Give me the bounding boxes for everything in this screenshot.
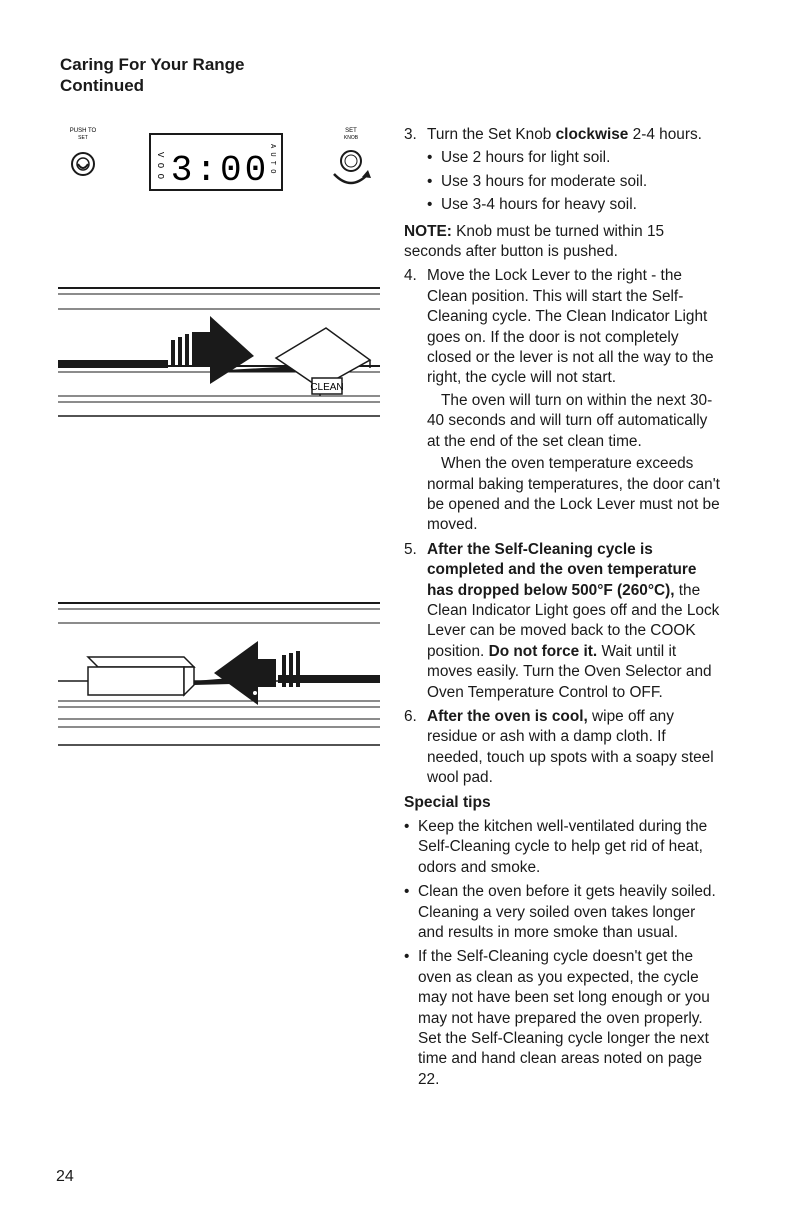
header-title: Caring For Your Range — [60, 55, 245, 74]
arrow-left-icon — [214, 641, 300, 705]
clock-left-indicators: V O O — [155, 152, 165, 180]
step-6 — [404, 707, 724, 789]
lever-track — [58, 360, 168, 368]
list-item: • Use 3 hours for moderate soil. — [427, 172, 648, 190]
push-to-set-label-2: SET — [78, 135, 88, 141]
step-4 — [404, 266, 724, 535]
list-item: • Use 2 hours for light soil. — [427, 149, 611, 167]
note-label: NOTE: — [404, 222, 452, 240]
page-number: 24 — [56, 1168, 74, 1185]
tip-item: • If the Self-Cleaning cycle doesn't get the oven as clean as you expected, the cycle may not have been set long enough or you may not have prepared the oven properly. Set the Self-Cleaning cycle longer the next time and hand clean areas noted on page 22. — [404, 948, 710, 1088]
step-bold: After the oven is cool, — [427, 707, 588, 725]
instructions-column — [404, 125, 724, 1094]
step-paragraph: When the oven temperature exceeds normal baking temperatures, the door can't be opened and the Lock Lever must not be moved. — [427, 455, 720, 534]
lock-lever-left-illustration — [58, 595, 380, 755]
step-bold: After the Self-Cleaning cycle is completed and the oven temperature has dropped below 500°F (260°C), — [427, 540, 697, 599]
step-3 — [404, 125, 724, 218]
note — [404, 222, 724, 263]
arrow-right-icon — [171, 316, 254, 384]
clock-display-value: 3:00 — [170, 150, 270, 191]
step-bold-2: Do not force it. — [488, 642, 598, 660]
step-5 — [404, 540, 724, 703]
push-button-icon — [72, 153, 94, 175]
tip-item: • Keep the kitchen well-ventilated during the Self-Cleaning cycle to help get rid of heat, odors and smoke. — [404, 818, 708, 876]
step-text: wipe off any residue or ash with a damp cloth. If needed, touch up spots with a soapy steel wool pad. — [427, 707, 714, 787]
list-item: • Use 3-4 hours for heavy soil. — [427, 196, 637, 214]
clean-badge-label: CLEAN — [310, 382, 344, 393]
step-number: 3. — [404, 126, 417, 143]
push-to-set-label: PUSH TO — [69, 128, 97, 134]
note-text: Knob must be turned within 15 seconds after button is pushed. — [404, 222, 665, 261]
page-header — [60, 54, 245, 96]
lever-track — [278, 675, 380, 683]
tip-item: • Clean the oven before it gets heavily soiled. Cleaning a very soiled oven takes longer and results in more smoke than usual. — [404, 883, 716, 942]
set-knob-label-2: KNOB — [343, 135, 359, 141]
step-number: 4. — [404, 267, 417, 285]
step-bold: clockwise — [555, 126, 629, 143]
control-panel-illustration — [58, 120, 378, 200]
soil-list — [427, 148, 724, 215]
clock-right-indicators: A U T O — [268, 144, 276, 174]
lock-lever-handle-left — [88, 657, 194, 695]
set-knob-label: SET — [345, 128, 357, 134]
step-number: 5. — [404, 540, 417, 558]
special-tips-heading: Special tips — [404, 793, 491, 811]
lock-lever-right-illustration — [58, 280, 380, 440]
step-text-2: Wait until it moves easily. Turn the Oven Selector and Oven Temperature Control to OFF. — [427, 642, 712, 701]
header-subtitle: Continued — [60, 76, 145, 95]
set-knob-icon — [334, 151, 371, 183]
step-text: the Clean Indicator Light goes off and the Lock Lever can be moved back to the COOK position. — [427, 581, 720, 660]
pivot-dot — [253, 691, 257, 695]
step-number: 6. — [404, 707, 417, 725]
step-text: Move the Lock Lever to the right - the Clean position. This will start the Self-Cleaning cycle. The Clean Indicator Light goes on. If the door is not completely closed or the lever is not all the way to the right, the cycle will not start. — [427, 267, 714, 387]
step-text: Turn the Set Knob — [427, 126, 556, 143]
step-text-end: 2-4 hours. — [628, 126, 702, 143]
step-paragraph: The oven will turn on within the next 30-40 seconds and will turn off automatically at the end of the set clean time. — [427, 391, 713, 450]
